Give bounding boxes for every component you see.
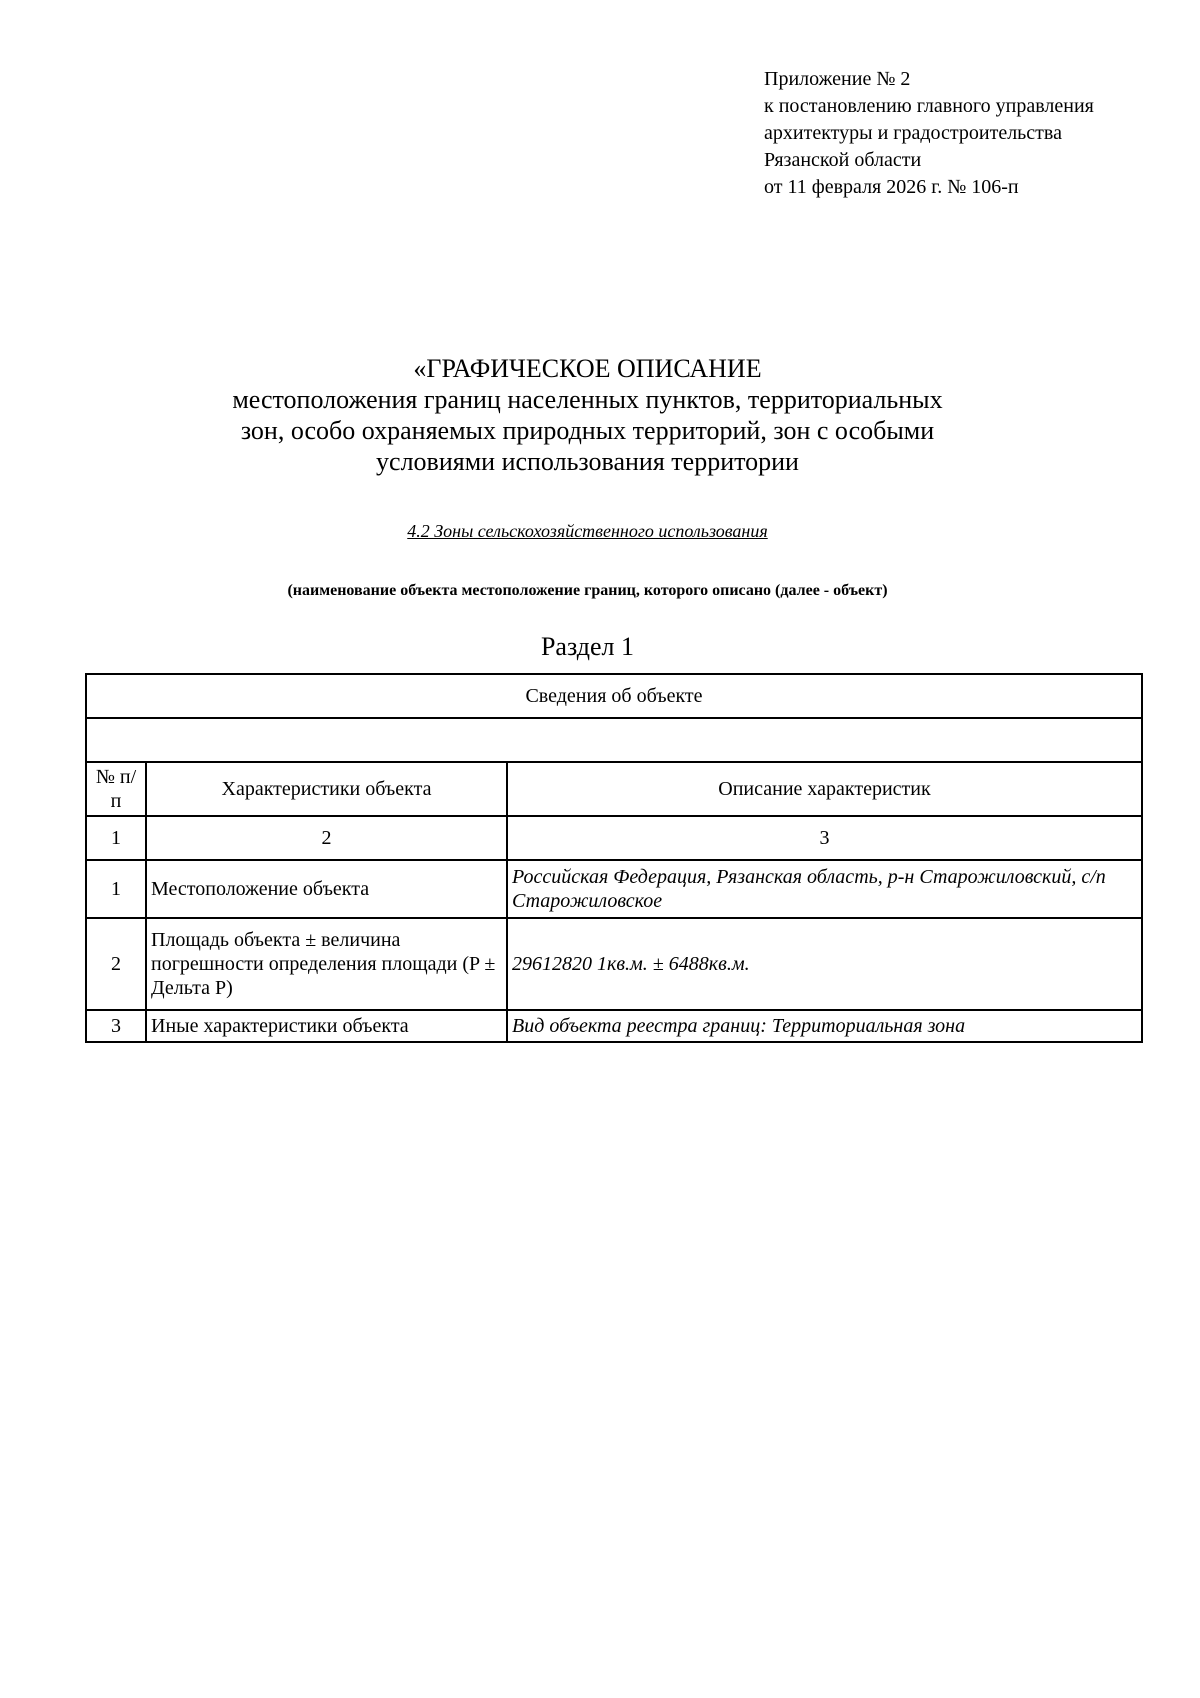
object-name xyxy=(100,521,1075,542)
table-caption: Сведения об объекте xyxy=(86,674,1142,718)
header-description: Описание характеристик xyxy=(507,762,1142,816)
title-line: зон, особо охраняемых природных территорий, зон с особыми xyxy=(240,416,935,445)
row-characteristic: Площадь объекта ± величина погрешности определения площади (P ± Дельта P) xyxy=(146,918,507,1010)
title-line: «ГРАФИЧЕСКОЕ ОПИСАНИЕ xyxy=(413,354,762,383)
title-line: условиями использования территории xyxy=(376,447,799,476)
object-name-caption: (наименование объекта местоположение границ, которого описано (далее - объект) xyxy=(287,582,888,599)
row-characteristic: Местоположение объекта xyxy=(146,860,507,918)
header-characteristic: Характеристики объекта xyxy=(146,762,507,816)
section-title: Раздел 1 xyxy=(540,632,635,661)
document-title xyxy=(100,353,1075,477)
appendix-date-line: от 11 февраля 2026 г. № 106-п xyxy=(764,176,1019,198)
appendix-line: архитектуры и градостроительства xyxy=(764,122,1062,144)
appendix-line: к постановлению главного управления xyxy=(764,95,1094,117)
header-number: № п/п xyxy=(86,762,146,816)
appendix-header xyxy=(764,66,1184,201)
row-number: 3 xyxy=(86,1010,146,1042)
row-number: 1 xyxy=(86,860,146,918)
table-row xyxy=(86,860,1142,918)
object-name-text: 4.2 Зоны сельскохозяйственного использования xyxy=(407,521,768,541)
row-description: Российская Федерация, Рязанская область, р-н Старожиловский, с/п Старожиловское xyxy=(507,860,1142,918)
table-empty-cell xyxy=(86,718,1142,762)
row-description: Вид объекта реестра границ: Территориальная зона xyxy=(507,1010,1142,1042)
table-empty-row xyxy=(86,718,1142,762)
object-info-table xyxy=(85,673,1143,1043)
appendix-line: Приложение № 2 xyxy=(764,68,911,90)
title-line: местоположения границ населенных пунктов, территориальных xyxy=(232,385,943,414)
column-number: 1 xyxy=(86,816,146,860)
table-numbering-row xyxy=(86,816,1142,860)
table-row xyxy=(86,918,1142,1010)
table-caption-row xyxy=(86,674,1142,718)
table-header-row xyxy=(86,762,1142,816)
column-number: 3 xyxy=(507,816,1142,860)
table-row xyxy=(86,1010,1142,1042)
appendix-line: Рязанской области xyxy=(764,149,922,171)
row-characteristic: Иные характеристики объекта xyxy=(146,1010,507,1042)
row-description: 29612820 1кв.м. ± 6488кв.м. xyxy=(507,918,1142,1010)
column-number: 2 xyxy=(146,816,507,860)
row-number: 2 xyxy=(86,918,146,1010)
